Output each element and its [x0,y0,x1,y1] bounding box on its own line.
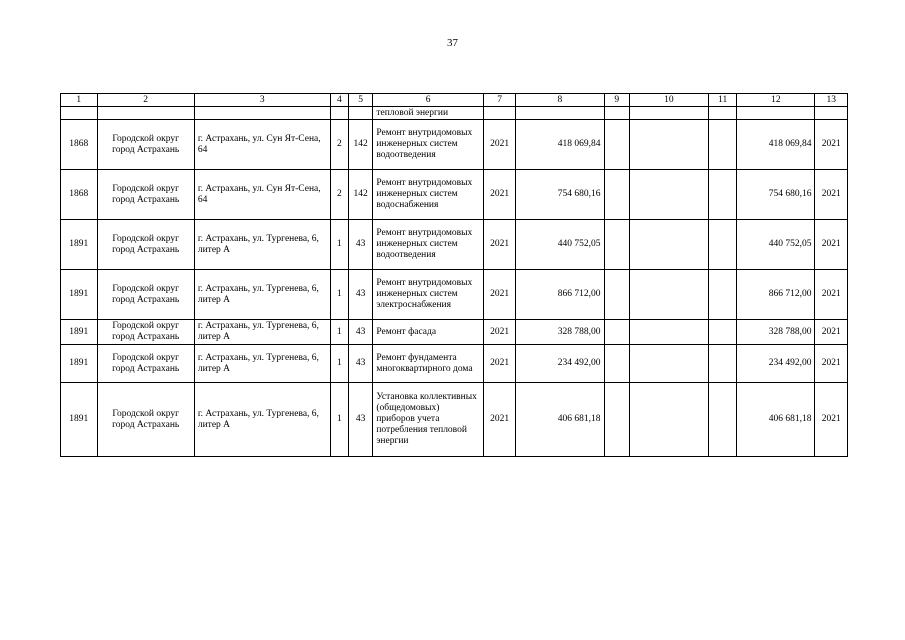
district-cell: Городской округ город Астрахань [97,170,194,220]
district-cell: Городской округ город Астрахань [97,345,194,383]
col-header: 9 [604,94,629,107]
col10-cell [629,220,708,270]
col5-cell: 142 [349,170,373,220]
table-row [61,270,848,320]
table-row [61,120,848,170]
col13-year-cell: 2021 [815,345,848,383]
work-type-cell: Ремонт фасада [373,320,484,345]
col5-cell: 43 [349,345,373,383]
address-cell: г. Астрахань, ул. Сун Ят-Сена, 64 [194,170,330,220]
col-header: 3 [194,94,330,107]
col-header: 2 [97,94,194,107]
col10-cell [629,170,708,220]
district-cell: Городской округ город Астрахань [97,320,194,345]
col9-cell [604,170,629,220]
record-number: 1868 [61,170,98,220]
address-cell: г. Астрахань, ул. Сун Ят-Сена, 64 [194,120,330,170]
col11-cell [708,383,736,457]
work-type-cell: Ремонт внутридомовых инженерных систем электроснабжения [373,270,484,320]
amount-cell: 418 069,84 [516,120,604,170]
col-header: 13 [815,94,848,107]
col11-cell [708,120,736,170]
col-header: 8 [516,94,604,107]
col-header: 6 [373,94,484,107]
col12-amount-cell: 406 681,18 [737,383,815,457]
col9-cell [604,345,629,383]
col11-cell [708,220,736,270]
col10-cell [629,383,708,457]
district-cell: Городской округ город Астрахань [97,270,194,320]
repair-program-table [60,93,848,457]
work-type-cell: Ремонт внутридомовых инженерных систем водоотведения [373,220,484,270]
col-header: 4 [330,94,348,107]
col12-amount-cell: 866 712,00 [737,270,815,320]
col4-cell: 1 [330,383,348,457]
col4-cell: 1 [330,220,348,270]
address-cell: г. Астрахань, ул. Тургенева, 6, литер А [194,320,330,345]
year-cell: 2021 [483,220,515,270]
address-cell: г. Астрахань, ул. Тургенева, 6, литер А [194,345,330,383]
address-cell: г. Астрахань, ул. Тургенева, 6, литер А [194,270,330,320]
year-cell: 2021 [483,170,515,220]
col5-cell: 43 [349,383,373,457]
year-cell: 2021 [483,345,515,383]
table-row [61,220,848,270]
work-type-cell: Установка коллективных (общедомовых) приборов учета потребления тепловой энергии [373,383,484,457]
col13-year-cell: 2021 [815,170,848,220]
col-header: 5 [349,94,373,107]
col12-amount-cell: 418 069,84 [737,120,815,170]
col5-cell: 43 [349,270,373,320]
col5-cell: 142 [349,120,373,170]
col10-cell [629,320,708,345]
col4-cell: 1 [330,320,348,345]
col12-amount-cell: 328 788,00 [737,320,815,345]
col11-cell [708,270,736,320]
col13-year-cell: 2021 [815,220,848,270]
record-number: 1891 [61,270,98,320]
table-row [61,170,848,220]
table-row [61,345,848,383]
table-row [61,320,848,345]
amount-cell: 440 752,05 [516,220,604,270]
address-cell: г. Астрахань, ул. Тургенева, 6, литер А [194,220,330,270]
amount-cell: 866 712,00 [516,270,604,320]
col10-cell [629,270,708,320]
col4-cell: 2 [330,120,348,170]
col11-cell [708,345,736,383]
record-number: 1891 [61,383,98,457]
col10-cell [629,345,708,383]
col9-cell [604,383,629,457]
col9-cell [604,320,629,345]
district-cell: Городской округ город Астрахань [97,120,194,170]
year-cell: 2021 [483,270,515,320]
amount-cell: 406 681,18 [516,383,604,457]
col5-cell: 43 [349,320,373,345]
work-type-cell: Ремонт внутридомовых инженерных систем водоотведения [373,120,484,170]
col10-cell [629,120,708,170]
col-header: 7 [483,94,515,107]
amount-cell: 234 492,00 [516,345,604,383]
col12-amount-cell: 754 680,16 [737,170,815,220]
col12-amount-cell: 234 492,00 [737,345,815,383]
col4-cell: 1 [330,270,348,320]
col11-cell [708,320,736,345]
col-header: 11 [708,94,736,107]
col12-amount-cell: 440 752,05 [737,220,815,270]
col-header: 10 [629,94,708,107]
column-number-row [61,94,848,107]
col-header: 12 [737,94,815,107]
address-cell: г. Астрахань, ул. Тургенева, 6, литер А [194,383,330,457]
work-type-cell: Ремонт внутридомовых инженерных систем водоснабжения [373,170,484,220]
table-row [61,383,848,457]
work-type-cell: Ремонт фундамента многоквартирного дома [373,345,484,383]
col5-cell: 43 [349,220,373,270]
col13-year-cell: 2021 [815,270,848,320]
col-header: 1 [61,94,98,107]
col13-year-cell: 2021 [815,383,848,457]
continued-work-cell: тепловой энергии [373,107,484,120]
col11-cell [708,170,736,220]
record-number: 1891 [61,220,98,270]
year-cell: 2021 [483,320,515,345]
record-number: 1868 [61,120,98,170]
col4-cell: 2 [330,170,348,220]
district-cell: Городской округ город Астрахань [97,220,194,270]
amount-cell: 754 680,16 [516,170,604,220]
col4-cell: 1 [330,345,348,383]
col13-year-cell: 2021 [815,120,848,170]
continuation-row [61,107,848,120]
amount-cell: 328 788,00 [516,320,604,345]
col9-cell [604,270,629,320]
page-number: 37 [447,37,458,49]
district-cell: Городской округ город Астрахань [97,383,194,457]
year-cell: 2021 [483,383,515,457]
col9-cell [604,220,629,270]
col13-year-cell: 2021 [815,320,848,345]
record-number: 1891 [61,345,98,383]
col9-cell [604,120,629,170]
record-number: 1891 [61,320,98,345]
year-cell: 2021 [483,120,515,170]
